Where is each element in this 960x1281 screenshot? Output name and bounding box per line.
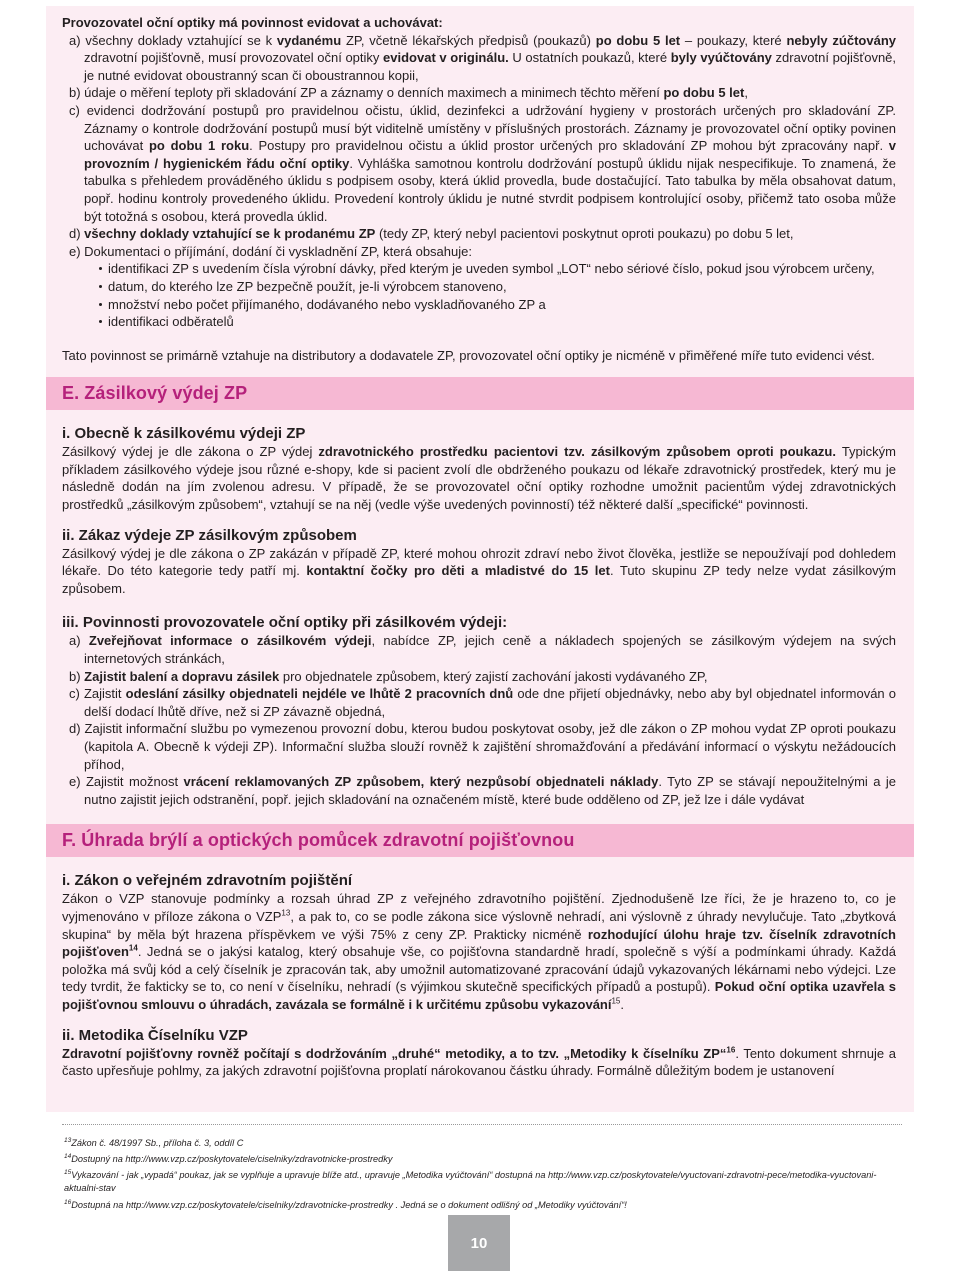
section-e-i-title: i. Obecně k zásilkovému výdeji ZP: [62, 425, 306, 443]
section-e-ii-title: ii. Zákaz výdeje ZP zásilkovým způsobem: [62, 526, 357, 544]
bullet-item: identifikaci odběratelů: [62, 313, 896, 331]
obligation-e: e) Dokumentaci o příjímání, dodání či vyskladnění ZP, která obsahuje:: [69, 243, 472, 259]
section-e-band: [46, 377, 914, 410]
section-f-i-text: Zákon o VZP stanovuje podmínky a rozsah úhrad ZP z veřejného zdravotního pojištění. Zjednodušeně lze říci, že je hrazeno to, co je vyjmenováno v příloze zákona o VZP$^{13}$, a pak to, co se podle zákona sice výslovně nehradí, ani výslovně z úhrady nevylučuje. Tato „zbytková skupina“ by měla být hrazena příspěvkem ve výši 75% z ceny ZP. Prakticky nicméně rozhodující úlohu hraje tzv. číselník zdravotních pojišťoven$^{14}$. Jedná se o jakýsi katalog, který obsahuje vše, co pojišťovna standardně hradí, společně s výší a podmínkami úhrady. Každá položka má svůj kód a celý číselník je zpracován tak, aby umožnil automatizované zpracování údajů vykazovaných lékárnami nebo výdejci. Lze tedy tvrdit, že fakticky se to, co není v číselníku, nehradí (s výjimkou skutečně specifických případů a postupů). Pokud oční optika uzavřela s pojišťovnou smlouvu o úhradách, zavázala se formálně i k určitému způsobu vykazování$^{15}$.: [62, 891, 897, 1012]
eshop-obligation-a: a) Zveřejňovat informace o zásilkovém výdeji, nabídce ZP, jejich ceně a nákladech spojených se zásilkovým výdejem na svých internetových stránkách,: [69, 633, 896, 667]
footnote-15: $^{15}$Vykazování - jak „vypadá“ poukaz, jak se vyplňuje a upravuje blíže atd., upravuje „Metodika vyúčtování“ dostupná na http://www.vzp.cz/poskytovatele/vyuctovani-zdravotni-pece/metodika-vyuctovani-aktualni-stav: [64, 1169, 877, 1194]
footnotes: [62, 1124, 902, 1212]
section-e-i-text: Zásilkový výdej je dle zákona o ZP výdej zdravotnického prostředku pacientovi tzv. zásilkovým způsobem oproti poukazu. Typickým příkladem zásilkového výdeje jsou různé e-shopy, kde si pacient zvolí dle obdrženého poukazu od lékaře zdravotnický prostředek, který mu je následně dodán na jím zvolenou adresu. V případě, že se provozovatel oční optiky rozhodne umožnit pacientům výdej zdravotnických prostředků „zásilkovým způsobem“, vztahují se na něj (vedle výše uvedených povinností) též některé další „specifické“ povinnosti.: [62, 444, 896, 513]
page-content: [62, 14, 896, 1080]
section-e-ii-text: Zásilkový výdej je dle zákona o ZP zakázán v případě ZP, které mohou ohrozit zdraví nebo život člověka, jestliže se nepoužívají pod dohledem lékaře. Do této kategorie tedy patří mj. kontaktní čočky pro děti a mladistvé do 15 let. Tuto skupinu ZP tedy nelze vydat zásilkovým způsobem.: [62, 545, 896, 596]
section-f-i-title: i. Zákon o veřejném zdravotním pojištění: [62, 872, 353, 890]
page-number: 10: [448, 1215, 510, 1271]
obligations-list: [62, 32, 896, 261]
section-f-ii-text: Zdravotní pojišťovny rovněž počítají s dodržováním „druhé“ metodiky, a to tzv. „Metodiky k číselníku ZP“$^{16}$. Tento dokument shrnuje a často upřesňuje pohlmy, za jakých zdravotní pojišťovna proplatí nárokovanou částku úhrady. Formálně důležitým bodem je ustanovení: [62, 1045, 896, 1079]
footnote-16: $^{16}$Dostupná na http://www.vzp.cz/poskytovatele/ciselniky/zdravotnicke-prostredky . Jedná se o dokument odlišný od „Metodiky vyúčtování“!: [64, 1198, 627, 1210]
distributor-note: Tato povinnost se primárně vztahuje na distributory a dodavatele ZP, provozovatel oční optiky je nicméně v přiměřené míře tuto evidenci vést.: [62, 347, 875, 363]
documentation-bullets: [62, 260, 896, 330]
section-e-iii-title: iii. Povinnosti provozovatele oční optiky při zásilkovém výdeji:: [62, 614, 508, 632]
obligations-heading: Provozovatel oční optiky má povinnost evidovat a uchovávat:: [62, 15, 443, 30]
section-e-title: E. Zásilkový výdej ZP: [62, 383, 248, 404]
eshop-obligation-b: b) Zajistit balení a dopravu zásilek pro objednatele způsobem, který zajistí zachování jakosti vydávaného ZP,: [69, 668, 708, 684]
eshop-obligation-c: c) Zajistit odeslání zásilky objednateli nejdéle ve lhůtě 2 pracovních dnů ode dne přijetí objednávky, nebo aby byl objednatel informován o delší dodací lhůtě dříve, než si ZP závazně objedná,: [69, 686, 896, 719]
bullet-item: množství nebo počet přijímaného, dodávaného nebo vyskladňovaného ZP a: [62, 296, 896, 314]
eshop-obligations-list: [62, 632, 896, 808]
eshop-obligation-d: d) Zajistit informační službu po vymezenou provozní dobu, kterou budou poskytovat osoby, jež dle zákon o ZP mohou vydat ZP oproti poukazu (kapitola A. Obecně k výdeji ZP). Informační služba slouží rovněž k zajištění shromažďování a předávání informací o výskytu nežádoucích příhod,: [69, 721, 896, 772]
obligation-b: b) údaje o měření teploty při skladování ZP a záznamy o denních maximech a minimech těchto měření po dobu 5 let,: [69, 85, 748, 101]
obligation-d: d) všechny doklady vztahující se k prodanému ZP (tedy ZP, který nebyl pacientovi poskytnut oproti poukazu) po dobu 5 let,: [69, 226, 794, 242]
footnote-14: $^{14}$Dostupný na http://www.vzp.cz/poskytovatele/ciselniky/zdravotnicke-prostredky: [64, 1153, 393, 1165]
obligation-a: a) všechny doklady vztahující se k vydanému ZP, včetně lékařských předpisů (poukazů) po dobu 5 let – poukazy, které nebyly zúčtovány zdravotní pojišťovně, musí provozovatel oční optiky evidovat v originálu. U ostatních poukazů, které byly vyúčtovány zdravotní pojišťovně, je nutné evidovat oboustranný scan či oboustrannou kopii,: [69, 32, 897, 83]
bullet-item: identifikaci ZP s uvedením čísla výrobní dávky, před kterým je uveden symbol „LOT“ nebo sériové číslo, pokud jsou výrobcem určeny,: [62, 260, 896, 278]
section-f-title: F. Úhrada brýlí a optických pomůcek zdravotní pojišťovnou: [62, 830, 575, 851]
section-f-ii-title: ii. Metodika Číselníku VZP: [62, 1026, 248, 1044]
eshop-obligation-e: e) Zajistit možnost vrácení reklamovaných ZP způsobem, který nezpůsobí objednateli náklady. Tyto ZP se stávají nepoužitelnými a je nutno zajistit jejich odstranění, popř. jejich skladování na označeném místě, které bude odděleno od ZP, jež lze i dále vydávat: [69, 774, 897, 807]
obligation-c: c) evidenci dodržování postupů pro pravidelnou očistu, úklid, dezinfekci a udržování hygieny v prostorách určených pro skladování ZP. Záznamy o kontrole dodržování postupů musí být viditelně umístěny v příslušných prostorách. Záznamy je provozovatel oční optiky povinen uchovávat po dobu 1 roku. Postupy pro pravidelnou očistu a úklid prostor určených pro skladování ZP mohou být zpracovány např. v provozním / hygienickém řádu oční optiky. Vyhláška samotnou kontrolu dodržování postupů úklidu nijak nespecifikuje. To znamená, že tabulka s přehledem prováděného úklidu s podpisem osoby, která úklid provedla, bude dostačující. Tato tabulka by měla obsahovat datum, popř. hodinu kontroly provedeného úklidu. Provedení kontroly úklidu je nutné stvrdit podpisem kontrolující osoby, přičemž tato osoba může být totožná s osobou, která provedla úklid.: [69, 102, 897, 224]
footnote-13: $^{13}$Zákon č. 48/1997 Sb., příloha č. 3, oddíl C: [64, 1137, 244, 1149]
section-f-band: [46, 824, 914, 857]
bullet-item: datum, do kterého lze ZP bezpečně použít, je-li výrobcem stanoveno,: [62, 278, 896, 296]
